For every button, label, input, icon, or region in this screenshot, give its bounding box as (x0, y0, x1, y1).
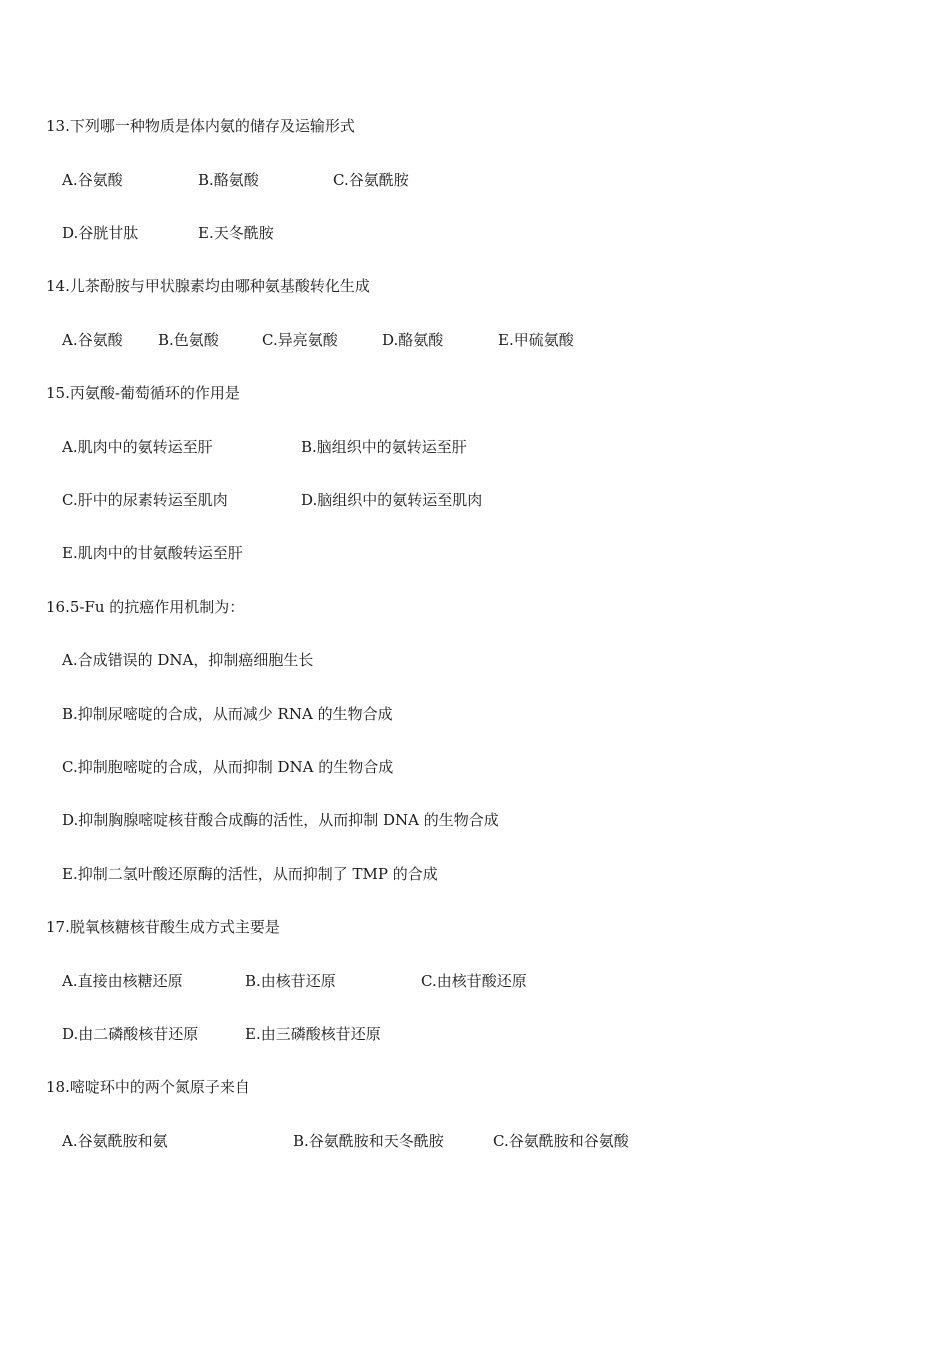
option-16-c: C.抑制胞嘧啶的合成，从而抑制 DNA 的生物合成 (62, 758, 394, 776)
option-15-e: E.肌肉中的甘氨酸转运至肝 (62, 544, 243, 562)
question-16-stem: 16.5-Fu 的抗癌作用机制为： (46, 598, 245, 616)
option-13-c: C.谷氨酰胺 (333, 171, 409, 189)
option-15-c: C.肝中的尿素转运至肌肉 (62, 491, 228, 509)
option-16-b: B.抑制尿嘧啶的合成，从而减少 RNA 的生物合成 (62, 705, 393, 723)
option-17-a: A.直接由核糖还原 (62, 972, 183, 990)
option-14-a: A.谷氨酸 (62, 331, 123, 349)
option-13-e: E.天冬酰胺 (198, 224, 274, 242)
option-15-b: B.脑组织中的氨转运至肝 (301, 438, 467, 456)
option-14-c: C.异亮氨酸 (262, 331, 338, 349)
option-16-d: D.抑制胸腺嘧啶核苷酸合成酶的活性，从而抑制 DNA 的生物合成 (62, 811, 499, 829)
option-15-a: A.肌肉中的氨转运至肝 (62, 438, 213, 456)
question-18-stem: 18.嘧啶环中的两个氮原子来自 (46, 1078, 250, 1096)
option-16-e: E.抑制二氢叶酸还原酶的活性，从而抑制了 TMP 的合成 (62, 865, 438, 883)
question-13-stem: 13.下列哪一种物质是体内氨的储存及运输形式 (46, 117, 355, 135)
option-17-d: D.由二磷酸核苷还原 (62, 1025, 199, 1043)
option-17-b: B.由核苷还原 (245, 972, 336, 990)
question-15-stem: 15.丙氨酸-葡萄循环的作用是 (46, 384, 240, 402)
option-18-a: A.谷氨酰胺和氨 (62, 1132, 168, 1150)
option-14-e: E.甲硫氨酸 (498, 331, 574, 349)
option-13-d: D.谷胱甘肽 (62, 224, 139, 242)
question-14-stem: 14.儿茶酚胺与甲状腺素均由哪种氨基酸转化生成 (46, 277, 370, 295)
option-16-a: A.合成错误的 DNA，抑制癌细胞生长 (62, 651, 314, 669)
option-17-c: C.由核苷酸还原 (421, 972, 527, 990)
option-17-e: E.由三磷酸核苷还原 (245, 1025, 381, 1043)
option-18-c: C.谷氨酰胺和谷氨酸 (493, 1132, 629, 1150)
question-17-stem: 17.脱氧核糖核苷酸生成方式主要是 (46, 918, 280, 936)
option-13-a: A.谷氨酸 (62, 171, 123, 189)
option-18-b: B.谷氨酰胺和天冬酰胺 (293, 1132, 444, 1150)
option-15-d: D.脑组织中的氨转运至肌肉 (301, 491, 483, 509)
option-13-b: B.酪氨酸 (198, 171, 259, 189)
option-14-b: B.色氨酸 (158, 331, 219, 349)
option-14-d: D.酪氨酸 (382, 331, 444, 349)
